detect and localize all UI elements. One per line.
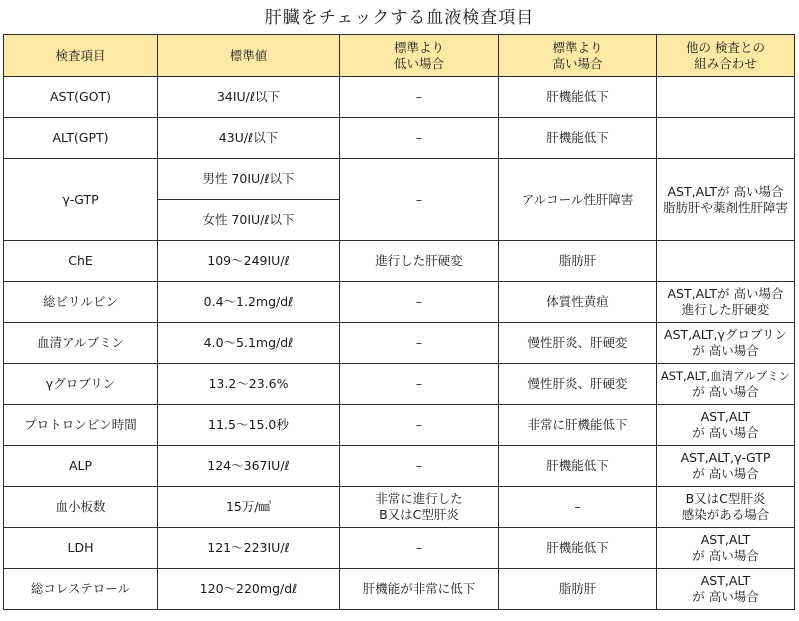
cell-combo [657,159,795,241]
header-item: 検査項目 [4,35,158,77]
cell-combo-line1: B又はC型肝炎 [685,491,766,506]
cell-item: 血小板数 [4,487,158,528]
cell-combo [657,569,795,610]
cell-combo-line1: AST,ALT,γグロブリン [664,327,787,342]
table-row [4,323,795,364]
cell-standard: 11.5〜15.0秒 [158,405,340,446]
header-row [4,35,795,77]
cell-item: プロトロンビン時間 [4,405,158,446]
cell-low: – [340,118,499,159]
cell-high: – [499,487,657,528]
cell-standard: 43U/ℓ以下 [158,118,340,159]
cell-combo-line2: が 高い場合 [692,589,759,604]
cell-high: 脂肪肝 [499,241,657,282]
table-row [4,241,795,282]
cell-combo-line1: AST,ALT [700,532,751,547]
cell-high: 肝機能低下 [499,528,657,569]
cell-item: ALP [4,446,158,487]
table-row [4,118,795,159]
cell-combo-line2: が 高い場合 [692,343,759,358]
cell-combo [657,446,795,487]
cell-high: 慢性肝炎、肝硬変 [499,323,657,364]
cell-standard: 15万/㎣ [158,487,340,528]
cell-standard-female: 女性 70IU/ℓ以下 [158,200,340,241]
table-row [4,364,795,405]
cell-standard-male: 男性 70IU/ℓ以下 [158,159,340,200]
cell-standard: 0.4〜1.2mg/dℓ [158,282,340,323]
cell-standard: 34IU/ℓ以下 [158,77,340,118]
cell-item: 総ビリルビン [4,282,158,323]
cell-combo-line2: が 高い場合 [692,384,759,399]
cell-low: – [340,446,499,487]
cell-low: – [340,528,499,569]
cell-high: 肝機能低下 [499,446,657,487]
cell-item: LDH [4,528,158,569]
cell-standard: 124〜367IU/ℓ [158,446,340,487]
header-high-line2: 高い場合 [552,55,603,71]
cell-combo [657,528,795,569]
cell-low: – [340,364,499,405]
cell-high: 慢性肝炎、肝硬変 [499,364,657,405]
cell-combo-line1: AST,ALT,γ-GTP [680,450,771,465]
cell-low: – [340,77,499,118]
table-row [4,77,795,118]
cell-combo-line2: が 高い場合 [692,425,759,440]
cell-combo [657,241,795,282]
cell-high: 肝機能低下 [499,118,657,159]
header-low-line2: 低い場合 [393,55,444,71]
cell-low: – [340,282,499,323]
cell-low: 進行した肝硬変 [340,241,499,282]
table-row [4,528,795,569]
cell-combo-line2: 感染がある場合 [681,507,770,522]
cell-combo [657,282,795,323]
cell-item: ALT(GPT) [4,118,158,159]
cell-high: 脂肪肝 [499,569,657,610]
cell-combo [657,118,795,159]
cell-item: γグロブリン [4,364,158,405]
cell-item: 総コレステロール [4,569,158,610]
table-row [4,487,795,528]
table-row [4,405,795,446]
cell-combo-line1: AST,ALTが 高い場合 [667,183,784,199]
header-low [340,35,499,77]
cell-combo-line2: 脂肪肝や薬剤性肝障害 [662,199,788,215]
header-standard: 標準値 [158,35,340,77]
cell-combo-line2: 進行した肝硬変 [681,302,770,317]
cell-item: AST(GOT) [4,77,158,118]
page-title: 肝臓をチェックする血液検査項目 [264,8,535,28]
table-row [4,446,795,487]
liver-test-table [3,34,795,610]
table-row [4,282,795,323]
header-high [499,35,657,77]
cell-low: 肝機能が非常に低下 [340,569,499,610]
cell-low: – [340,405,499,446]
cell-item: 血清アルブミン [4,323,158,364]
header-low-line1: 標準より [393,39,444,55]
cell-low [340,487,499,528]
table-row [4,569,795,610]
cell-high: アルコール性肝障害 [499,159,657,241]
cell-combo [657,77,795,118]
cell-combo-line2: が 高い場合 [692,548,759,563]
cell-combo [657,405,795,446]
cell-combo-line1: AST,ALT,血清アルブミン [660,369,791,383]
cell-combo-line1: AST,ALT [700,573,751,588]
cell-high: 肝機能低下 [499,77,657,118]
cell-standard: 109〜249IU/ℓ [158,241,340,282]
cell-standard: 120〜220mg/dℓ [158,569,340,610]
cell-combo [657,487,795,528]
cell-combo [657,364,795,405]
cell-combo [657,323,795,364]
cell-combo-line1: AST,ALTが 高い場合 [667,286,784,301]
cell-low: – [340,323,499,364]
cell-standard: 121〜223IU/ℓ [158,528,340,569]
cell-low-line1: 非常に進行した [375,491,463,506]
cell-item: γ-GTP [4,159,158,241]
cell-combo-line1: AST,ALT [700,409,751,424]
cell-low: – [340,159,499,241]
cell-low-line2: B又はC型肝炎 [379,507,459,522]
cell-high: 体質性黄疸 [499,282,657,323]
cell-item: ChE [4,241,158,282]
cell-standard: 4.0〜5.1mg/dℓ [158,323,340,364]
cell-standard: 13.2〜23.6% [158,364,340,405]
header-high-line1: 標準より [552,39,603,55]
header-combo-line2: 組み合わせ [694,55,757,71]
header-combo-line1: 他の 検査との [686,39,765,55]
table-row [4,159,795,200]
header-combo [657,35,795,77]
cell-combo-line2: が 高い場合 [692,466,759,481]
cell-high: 非常に肝機能低下 [499,405,657,446]
